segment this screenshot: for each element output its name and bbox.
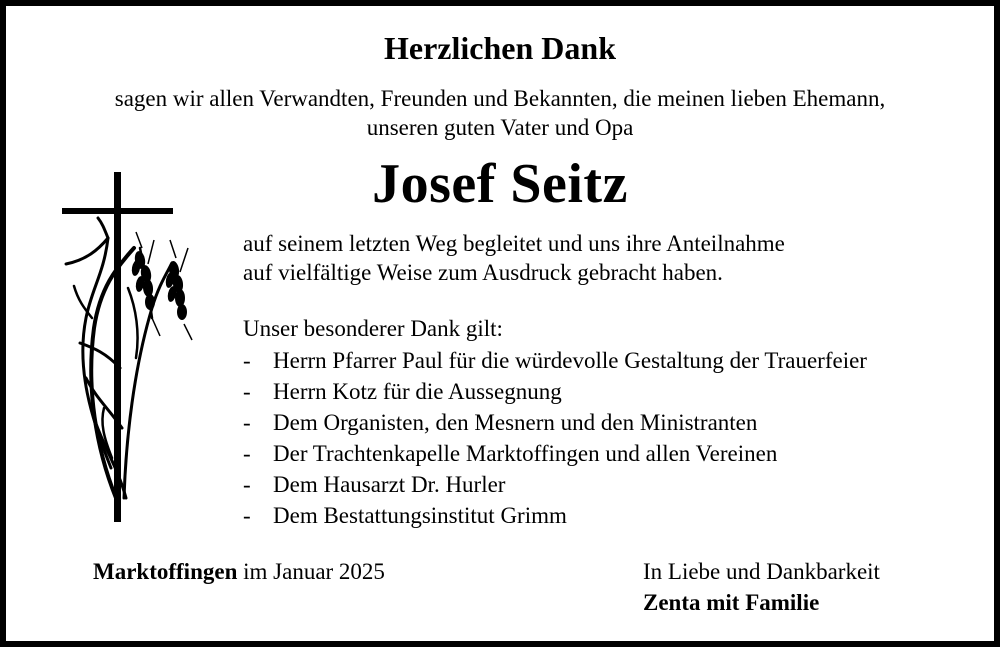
place-date-line: [93, 559, 385, 585]
list-item: [243, 500, 867, 531]
list-bullet: -: [243, 348, 251, 373]
list-item: [243, 469, 867, 500]
notice-title: Herzlichen Dank: [384, 30, 616, 66]
list-item: [243, 345, 867, 376]
list-item-text: Dem Organisten, den Mesnern und den Ministranten: [273, 410, 758, 435]
intro-line-1: sagen wir allen Verwandten, Freunden und Bekannten, die meinen lieben Ehemann,: [114, 86, 886, 111]
list-bullet: -: [243, 503, 251, 528]
list-item-text: Herrn Pfarrer Paul für die würdevolle Gestaltung der Trauerfeier: [273, 348, 867, 373]
list-bullet: -: [243, 472, 251, 497]
list-bullet: -: [243, 441, 251, 466]
place-name: Marktoffingen: [93, 559, 238, 584]
deceased-name: Josef Seitz: [372, 153, 628, 215]
cross-with-wheat-icon: [56, 168, 206, 528]
list-item: [243, 407, 867, 438]
list-item-text: Dem Bestattungsinstitut Grimm: [273, 503, 567, 528]
list-item: [243, 438, 867, 469]
list-item-text: Dem Hausarzt Dr. Hurler: [273, 472, 506, 497]
intro-line-2: unseren guten Vater und Opa: [366, 115, 634, 140]
list-bullet: -: [243, 410, 251, 435]
thanks-heading: Unser besonderer Dank gilt:: [243, 316, 503, 341]
list-item-text: Herrn Kotz für die Aussegnung: [273, 379, 562, 404]
date-text: im Januar 2025: [243, 559, 385, 584]
closing-text: In Liebe und Dankbarkeit: [643, 559, 880, 584]
thanks-list: [243, 345, 867, 531]
body-line-1: auf seinem letzten Weg begleitet und uns ihre Anteilnahme: [243, 231, 785, 256]
list-bullet: -: [243, 379, 251, 404]
list-item-text: Der Trachtenkapelle Marktoffingen und allen Vereinen: [273, 441, 778, 466]
family-signature: Zenta mit Familie: [643, 590, 820, 615]
body-line-2: auf vielfältige Weise zum Ausdruck gebracht haben.: [243, 260, 723, 285]
list-item: [243, 376, 867, 407]
